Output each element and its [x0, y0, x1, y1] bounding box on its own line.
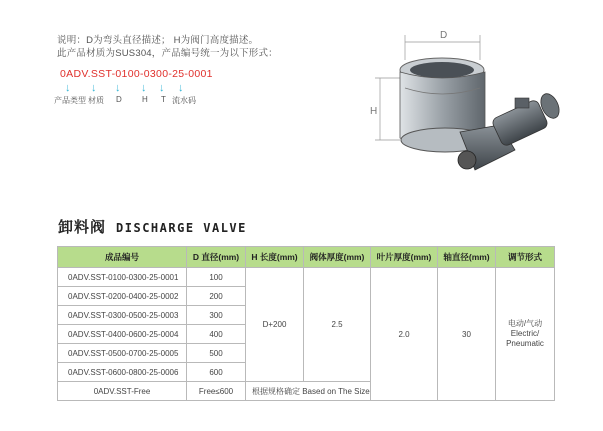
cell-body-thickness: 2.5 [304, 268, 371, 382]
col-header-body-thickness: 阀体厚度(mm) [304, 247, 371, 268]
spec-table [57, 246, 555, 401]
title-en: DISCHARGE VALVE [116, 221, 247, 235]
code-label-d: D [116, 95, 122, 104]
cell-d: 200 [187, 287, 246, 306]
code-label-h: H [142, 95, 148, 104]
col-header-control: 调节形式 [496, 247, 555, 268]
cell-code: 0ADV.SST-0600-0800-25-0006 [58, 363, 187, 382]
col-header-d: D 直径(mm) [187, 247, 246, 268]
table-header-row [58, 247, 555, 268]
cell-code: 0ADV.SST-0200-0400-25-0002 [58, 287, 187, 306]
cell-d: 500 [187, 344, 246, 363]
code-label-t: T [161, 95, 166, 104]
arrow-down-icon: ↓ [115, 82, 121, 94]
cell-control: 电动/气动 Electric/ Pneumatic [496, 268, 555, 401]
col-header-blade-thickness: 叶片厚度(mm) [371, 247, 438, 268]
cell-code: 0ADV.SST-0400-0600-25-0004 [58, 325, 187, 344]
note-line-1: 说明：D为弯头直径描述； H为阀门高度描述。 [57, 35, 259, 46]
cell-h: D+200 [246, 268, 304, 382]
arrow-down-icon: ↓ [159, 82, 165, 94]
cell-d: Free≤600 [187, 382, 246, 401]
diagram-label-h: H [370, 106, 378, 117]
arrow-down-icon: ↓ [178, 82, 184, 94]
cell-free-note: 根据规格确定 Based on The Size [246, 382, 371, 401]
cell-code: 0ADV.SST-0300-0500-25-0003 [58, 306, 187, 325]
col-header-h: H 长度(mm) [246, 247, 304, 268]
cell-d: 400 [187, 325, 246, 344]
arrow-down-icon: ↓ [65, 82, 71, 94]
cell-d: 600 [187, 363, 246, 382]
cell-code: 0ADV.SST-0500-0700-25-0005 [58, 344, 187, 363]
cell-d: 100 [187, 268, 246, 287]
arrow-down-icon: ↓ [141, 82, 147, 94]
col-header-shaft: 轴直径(mm) [438, 247, 496, 268]
code-label-material: 材质 [88, 96, 104, 105]
title-cn: 卸料阀 [58, 219, 107, 236]
valve-diagram [355, 20, 585, 200]
cell-d: 300 [187, 306, 246, 325]
code-label-type: 产品类型 [54, 96, 86, 105]
note-line-2: 此产品材质为SUS304，产品编号统一为以下形式： [57, 48, 278, 59]
table-row [58, 268, 555, 287]
code-label-serial: 流水码 [172, 96, 196, 105]
cell-shaft: 30 [438, 268, 496, 401]
col-header-code: 成品编号 [58, 247, 187, 268]
cell-code: 0ADV.SST-0100-0300-25-0001 [58, 268, 187, 287]
page-title [58, 216, 247, 237]
arrow-down-icon: ↓ [91, 82, 97, 94]
code-example: 0ADV.SST-0100-0300-25-0001 [60, 68, 213, 80]
diagram-label-d: D [440, 30, 448, 41]
cell-blade-thickness: 2.0 [371, 268, 438, 401]
cell-code: 0ADV.SST-Free [58, 382, 187, 401]
